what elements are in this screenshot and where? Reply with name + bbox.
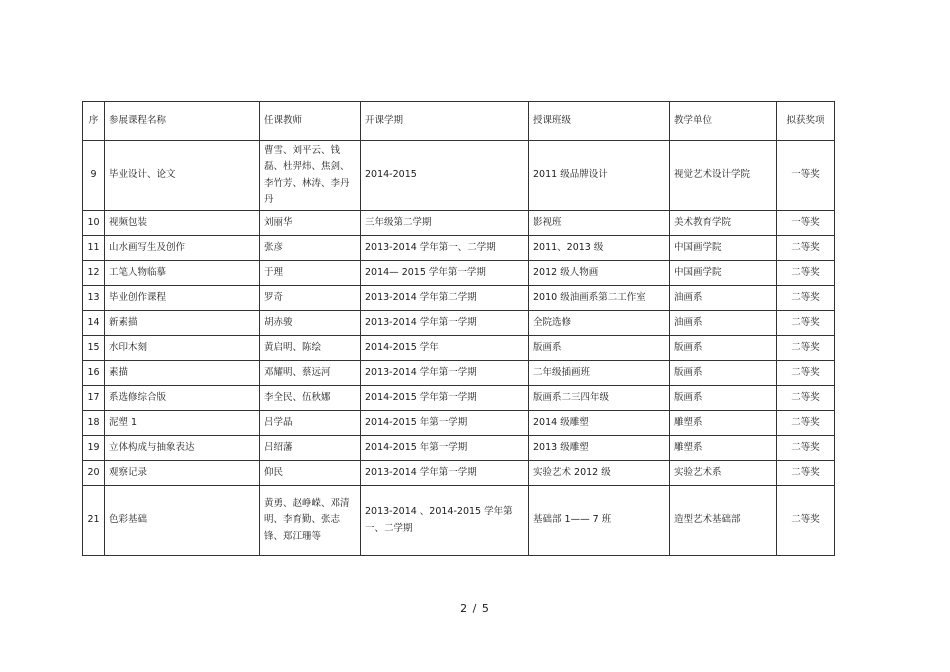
header-cell-course: 参展课程名称 [105, 102, 260, 141]
cell-course: 立体构成与抽象表达 [105, 436, 260, 461]
table-row [83, 361, 835, 386]
header-cell-no: 序 [83, 102, 105, 141]
cell-teacher: 吕学晶 [260, 411, 361, 436]
header-cell-term: 开课学期 [361, 102, 529, 141]
cell-teacher: 仰民 [260, 461, 361, 486]
table-header-row [83, 102, 835, 141]
cell-no: 10 [83, 211, 105, 236]
header-cell-award: 拟获奖项 [777, 102, 835, 141]
table-row [83, 236, 835, 261]
cell-term: 2013-2014 学年第一学期 [361, 361, 529, 386]
cell-unit: 中国画学院 [670, 261, 777, 286]
cell-course: 水印木刻 [105, 336, 260, 361]
cell-award: 二等奖 [777, 386, 835, 411]
cell-course: 系选修综合版 [105, 386, 260, 411]
cell-course: 毕业设计、论文 [105, 141, 260, 211]
page-number: 2 / 5 [460, 602, 490, 615]
cell-teacher: 罗奇 [260, 286, 361, 311]
cell-award: 二等奖 [777, 486, 835, 556]
cell-course: 素描 [105, 361, 260, 386]
cell-no: 17 [83, 386, 105, 411]
cell-award: 二等奖 [777, 336, 835, 361]
cell-term: 2013-2014 学年第一学期 [361, 461, 529, 486]
cell-unit: 版画系 [670, 386, 777, 411]
cell-no: 20 [83, 461, 105, 486]
cell-course: 色彩基础 [105, 486, 260, 556]
cell-unit: 实验艺术系 [670, 461, 777, 486]
cell-class: 2013 级雕塑 [529, 436, 670, 461]
cell-class: 2014 级雕塑 [529, 411, 670, 436]
award-table [82, 101, 835, 556]
cell-class: 2010 级油画系第二工作室 [529, 286, 670, 311]
cell-term: 2013-2014 、2014-2015 学年第一、二学期 [361, 486, 529, 556]
cell-term: 2013-2014 学年第一学期 [361, 311, 529, 336]
cell-award: 二等奖 [777, 411, 835, 436]
cell-award: 二等奖 [777, 261, 835, 286]
cell-course: 工笔人物临摹 [105, 261, 260, 286]
cell-class: 基础部 1—— 7 班 [529, 486, 670, 556]
cell-course: 视频包装 [105, 211, 260, 236]
cell-class: 版画系二三四年级 [529, 386, 670, 411]
cell-award: 二等奖 [777, 436, 835, 461]
table-row [83, 486, 835, 556]
cell-teacher: 黄勇、赵峥嵘、邓清明、李育勤、张志锋、郑江珊等 [260, 486, 361, 556]
cell-no: 18 [83, 411, 105, 436]
cell-unit: 版画系 [670, 361, 777, 386]
cell-teacher: 邓耀明、蔡远河 [260, 361, 361, 386]
cell-class: 2012 级人物画 [529, 261, 670, 286]
cell-award: 二等奖 [777, 311, 835, 336]
cell-award: 二等奖 [777, 286, 835, 311]
header-cell-class: 授课班级 [529, 102, 670, 141]
cell-class: 影视班 [529, 211, 670, 236]
cell-course: 山水画写生及创作 [105, 236, 260, 261]
cell-class: 实验艺术 2012 级 [529, 461, 670, 486]
cell-teacher: 黄启明、陈绘 [260, 336, 361, 361]
cell-award: 一等奖 [777, 141, 835, 211]
cell-award: 二等奖 [777, 361, 835, 386]
cell-unit: 油画系 [670, 311, 777, 336]
cell-no: 16 [83, 361, 105, 386]
cell-unit: 油画系 [670, 286, 777, 311]
cell-teacher: 于理 [260, 261, 361, 286]
cell-term: 三年级第二学期 [361, 211, 529, 236]
cell-term: 2013-2014 学年第二学期 [361, 286, 529, 311]
cell-term: 2014-2015 [361, 141, 529, 211]
cell-no: 15 [83, 336, 105, 361]
cell-award: 二等奖 [777, 461, 835, 486]
cell-no: 13 [83, 286, 105, 311]
cell-course: 毕业创作课程 [105, 286, 260, 311]
cell-teacher: 胡赤骏 [260, 311, 361, 336]
cell-class: 2011、2013 级 [529, 236, 670, 261]
cell-class: 2011 级品牌设计 [529, 141, 670, 211]
cell-term: 2014-2015 学年第一学期 [361, 386, 529, 411]
cell-term: 2013-2014 学年第一、二学期 [361, 236, 529, 261]
cell-course: 新素描 [105, 311, 260, 336]
table-row [83, 436, 835, 461]
cell-award: 一等奖 [777, 211, 835, 236]
cell-teacher: 吕绍藩 [260, 436, 361, 461]
cell-term: 2014-2015 年第一学期 [361, 411, 529, 436]
table-row [83, 286, 835, 311]
cell-award: 二等奖 [777, 236, 835, 261]
cell-unit: 雕塑系 [670, 411, 777, 436]
table-row [83, 141, 835, 211]
cell-teacher: 刘丽华 [260, 211, 361, 236]
cell-unit: 雕塑系 [670, 436, 777, 461]
cell-unit: 美术教育学院 [670, 211, 777, 236]
table-row [83, 386, 835, 411]
cell-course: 观察记录 [105, 461, 260, 486]
cell-unit: 中国画学院 [670, 236, 777, 261]
table-row [83, 211, 835, 236]
cell-teacher: 张彦 [260, 236, 361, 261]
cell-no: 19 [83, 436, 105, 461]
cell-class: 全院选修 [529, 311, 670, 336]
cell-teacher: 李全民、伍秋娜 [260, 386, 361, 411]
cell-unit: 视觉艺术设计学院 [670, 141, 777, 211]
cell-unit: 造型艺术基础部 [670, 486, 777, 556]
cell-course: 泥塑 1 [105, 411, 260, 436]
cell-no: 14 [83, 311, 105, 336]
cell-class: 版画系 [529, 336, 670, 361]
header-cell-unit: 教学单位 [670, 102, 777, 141]
cell-no: 12 [83, 261, 105, 286]
cell-term: 2014-2015 学年 [361, 336, 529, 361]
cell-no: 11 [83, 236, 105, 261]
header-cell-teacher: 任课教师 [260, 102, 361, 141]
cell-no: 9 [83, 141, 105, 211]
cell-unit: 版画系 [670, 336, 777, 361]
cell-no: 21 [83, 486, 105, 556]
table-row [83, 261, 835, 286]
cell-term: 2014-2015 年第一学期 [361, 436, 529, 461]
cell-class: 二年级插画班 [529, 361, 670, 386]
cell-term: 2014— 2015 学年第一学期 [361, 261, 529, 286]
table-row [83, 336, 835, 361]
table-row [83, 461, 835, 486]
cell-teacher: 曹雪、刘平云、钱磊、杜羿炜、焦剑、李竹芳、林涛、李丹丹 [260, 141, 361, 211]
table-row [83, 411, 835, 436]
table-row [83, 311, 835, 336]
